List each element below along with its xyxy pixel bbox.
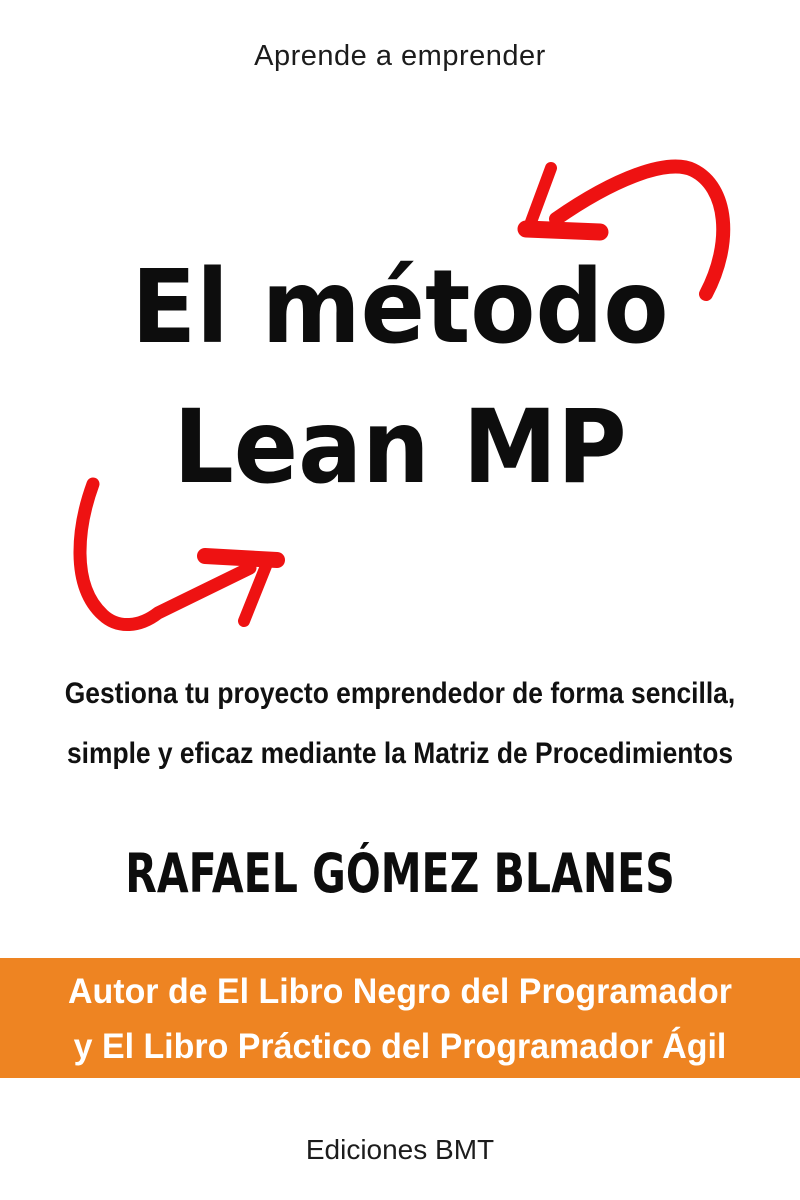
publisher-name: Ediciones BMT (305, 1134, 495, 1165)
author-name: RAFAEL GÓMEZ BLANES (125, 842, 675, 905)
subtitle-line-1: Gestiona tu proyecto emprendedor de forma sencilla, (64, 677, 736, 710)
book-title (28, 238, 772, 518)
title-line-1: El método (131, 248, 669, 367)
subtitle-line-2: simple y eficaz mediante la Matriz de Procedimientos (66, 737, 734, 770)
title-line-2: Lean MP (173, 388, 627, 507)
series-tagline: Aprende a emprender (254, 40, 546, 72)
banner-line-2: y El Libro Práctico del Programador Ágil (73, 1027, 727, 1066)
book-subtitle (48, 664, 752, 784)
banner-line-1: Autor de El Libro Negro del Programador (68, 972, 732, 1011)
author-credit-banner (0, 958, 800, 1078)
